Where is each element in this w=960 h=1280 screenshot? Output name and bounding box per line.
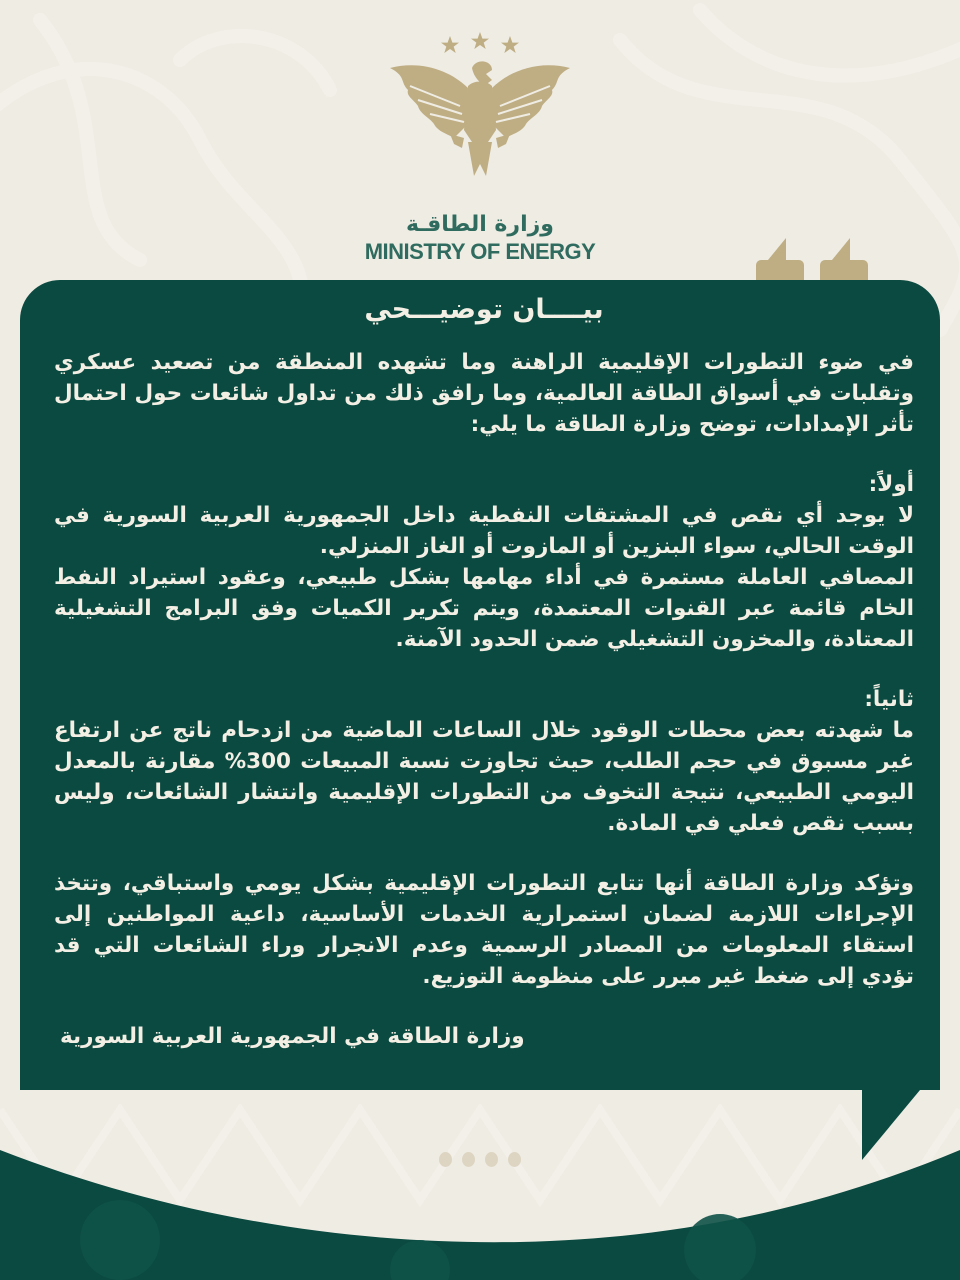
section-heading-second: ثانياً: — [864, 687, 914, 712]
ministry-name-english: MINISTRY OF ENERGY — [364, 239, 596, 264]
star-icon — [471, 32, 489, 49]
statement-title: بيــــان توضيـــحي — [364, 294, 604, 325]
section-first-paragraph: لا يوجد أي نقص في المشتقات النفطية داخل الجمهورية العربية السورية في الوقت الحالي، سواء البنزين أو المازوت أو الغاز المنزلي. — [54, 503, 914, 559]
section-first-paragraph: المصافي العاملة مستمرة في أداء مهامها بشكل طبيعي، وعقود استيراد النفط الخام قائمة عبر القنوات المعتمدة، ويتم تكرير الكميات وفق البرامج التشغيلية المعتادة، والمخزون التشغيلي ضمن الحدود الآمنة. — [54, 565, 914, 652]
star-icon — [501, 36, 519, 53]
star-icon — [441, 36, 459, 53]
intro-paragraph: في ضوء التطورات الإقليمية الراهنة وما تشهده المنطقة من تصعيد عسكري وتقلبات في أسواق الطاقة العالمية، وما رافق ذلك من تداول شائعات حول احتمال تأثر الإمدادات، توضح وزارة الطاقة ما يلي: — [54, 350, 914, 437]
section-heading-first: أولاً: — [868, 472, 914, 497]
signature: وزارة الطاقة في الجمهورية العربية السورية — [60, 1024, 525, 1049]
statement-card — [20, 280, 940, 1090]
section-second-paragraph: ما شهدته بعض محطات الوقود خلال الساعات الماضية من ازدحام ناتج عن ارتفاع غير مسبوق في حجم الطلب، حيث تجاوزت نسبة المبيعات 300% مقارنة بالمعدل اليومي الطبيعي، نتيجة التخوف من التطورات الإقليمية وانتشار الشائعات، وليس بسبب نقص فعلي في المادة. — [54, 718, 915, 836]
eagle-emblem-icon — [380, 30, 580, 180]
bottom-wave-decoration — [0, 1130, 960, 1280]
ministry-name-arabic: وزارة الطاقـة — [406, 212, 554, 237]
closing-paragraph: وتؤكد وزارة الطاقة أنها تتابع التطورات الإقليمية بشكل يومي واستباقي، وتتخذ الإجراءات اللازمة لضمان استمرارية الخدمات الأساسية، داعية المواطنين إلى استقاء المعلومات من المصادر الرسمية وعدم الانجرار وراء الشائعات التي قد تؤدي إلى ضغط غير مبرر على منظومة التوزيع. — [54, 871, 914, 989]
